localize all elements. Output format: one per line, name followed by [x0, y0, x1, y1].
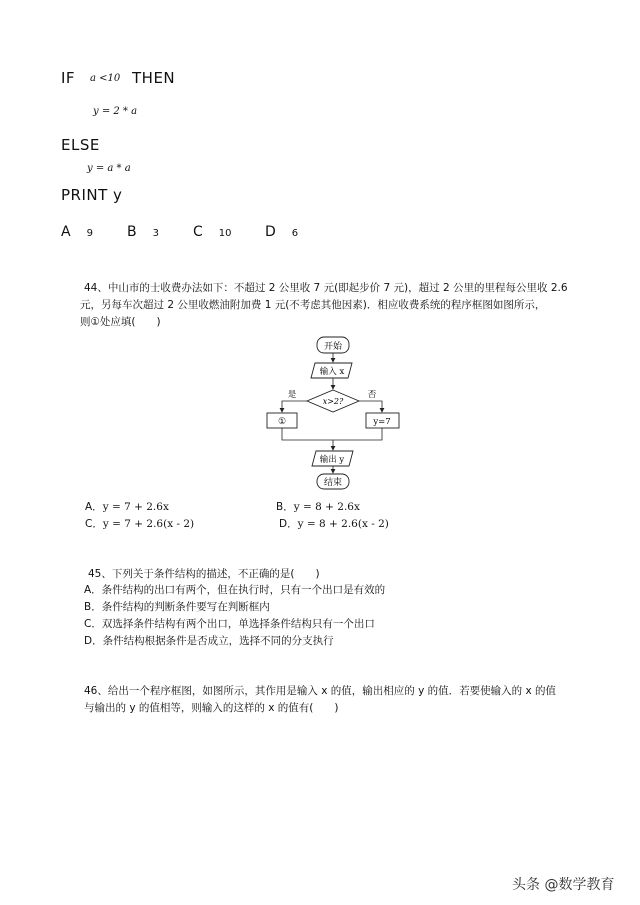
q45-choice-b: B．条件结构的判断条件要写在判断框内 — [84, 601, 270, 613]
q44-flowchart — [262, 334, 412, 492]
q44-stem-line1: 44、中山市的士收费办法如下：不超过 2 公里收 7 元(即起步价 7 元)，超过 2 公里的里程每公里收 2.6 — [84, 282, 568, 294]
flowchart-no-label: 否 — [367, 390, 377, 400]
flowchart-output-label: 输出 y — [319, 455, 345, 465]
flowchart-end-label: 结束 — [323, 478, 343, 488]
q45-choice-d: D．条件结构根据条件是否成立，选择不同的分支执行 — [84, 635, 334, 647]
flowchart-yes-label: 是 — [287, 390, 297, 400]
then-statement: y = 2 * a — [93, 106, 138, 117]
flowchart-start-label: 开始 — [323, 342, 343, 352]
q45-choice-c: C．双选择条件结构有两个出口，单选择条件结构只有一个出口 — [84, 618, 375, 630]
q43-choice-d: D 6 — [265, 224, 299, 240]
q46-stem-line1: 46、给出一个程序框图，如图所示，其作用是输入 x 的值，输出相应的 y 的值．若要使输入的 x 的值 — [84, 685, 557, 697]
q44-choice-b: B．y = 8 + 2.6x — [276, 501, 360, 513]
q46-stem-line2: 与输出的 y 的值相等，则输入的这样的 x 的值有( ) — [84, 702, 339, 714]
flowchart-box-1-label: ① — [277, 417, 287, 427]
flowchart-box-2-label: y=7 — [373, 417, 391, 427]
q44-choice-c: C．y = 7 + 2.6(x - 2) — [85, 518, 195, 530]
print-statement: PRINT y — [61, 186, 123, 204]
q45-choice-a: A．条件结构的出口有两个，但在执行时，只有一个出口是有效的 — [84, 584, 386, 596]
watermark: 头条 @数学教育 — [512, 877, 615, 893]
q44-stem-line3: 则①处应填( ) — [80, 316, 161, 328]
q44-choice-d: D．y = 8 + 2.6(x - 2) — [279, 518, 389, 530]
q44-stem-line2: 元，另每车次超过 2 公里收燃油附加费 1 元(不考虑其他因素)．相应收费系统的程序框图如图所示， — [80, 299, 546, 311]
if-keyword: IF — [61, 69, 76, 87]
else-keyword: ELSE — [61, 136, 100, 154]
if-condition: a <10 — [90, 73, 121, 84]
q43-choice-a: A 9 — [61, 224, 93, 240]
then-keyword: THEN — [132, 69, 176, 87]
q45-stem: 45、下列关于条件结构的描述，不正确的是( ) — [88, 568, 320, 580]
flowchart-decision-label: x>2? — [322, 397, 344, 406]
q44-choice-a: A．y = 7 + 2.6x — [85, 501, 169, 513]
else-statement: y = a * a — [87, 163, 131, 174]
q43-choice-b: B 3 — [127, 224, 159, 240]
q43-choice-c: C 10 — [193, 224, 232, 240]
flowchart-input-label: 输入 x — [319, 367, 345, 377]
